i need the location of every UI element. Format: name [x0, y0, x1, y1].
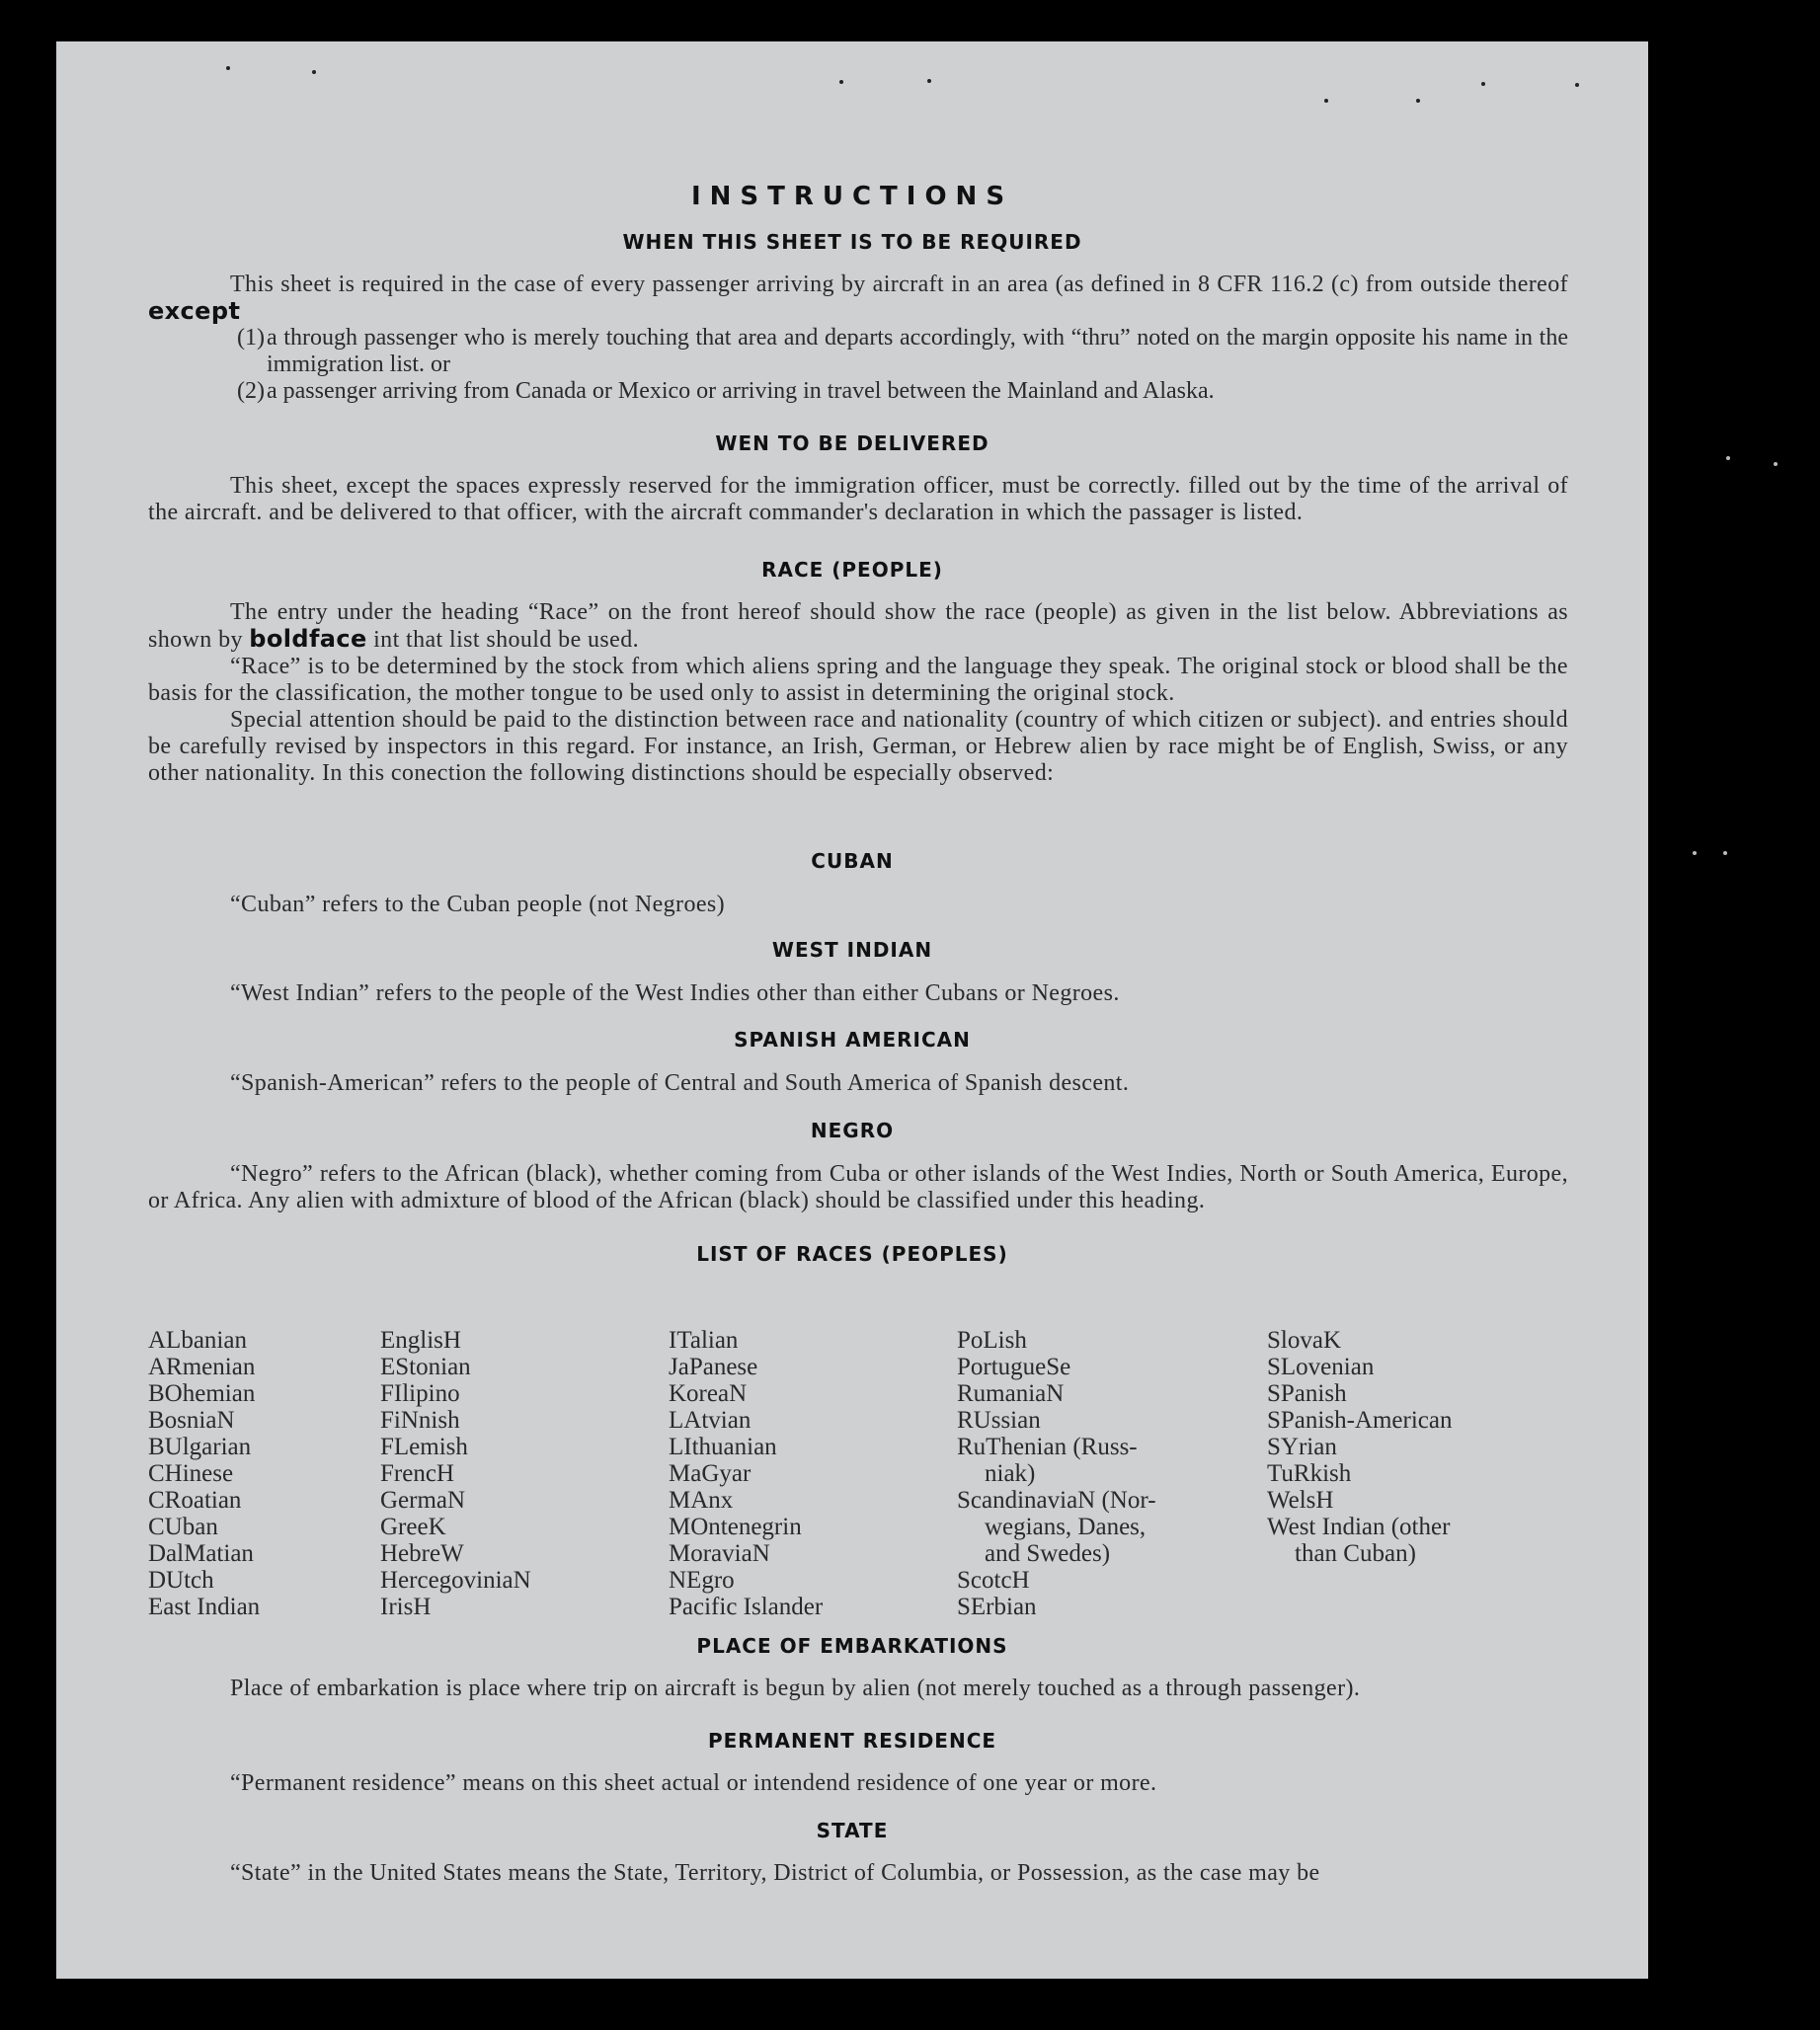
race-entry: RuThenian (Russ- [957, 1434, 1138, 1460]
heading-embarkation: PLACE OF EMBARKATIONS [696, 1634, 1008, 1658]
page-title: INSTRUCTIONS [690, 182, 1014, 211]
required-intro-bold: except [148, 297, 241, 325]
race-entry: CHinese [148, 1460, 234, 1487]
delivered-text: This sheet, except the spaces expressly reserved for the immigration officer, must be correctly. filled out by the time of the arrival of the aircraft. and be delivered to that officer, with the aircraft commander's declaration in which the passager is listed. [148, 473, 1568, 525]
races-column-5 [1267, 1327, 1452, 1567]
race-entry: East Indian [148, 1594, 261, 1620]
margin-speck [1723, 851, 1727, 855]
race-p2: “Race” is to be determined by the stock from which aliens spring and the language they speak. The original stock or blood shall be the basis for the classification, the mother tongue to be used only to assist in determining the original stock. [148, 654, 1568, 706]
ink-speck [226, 66, 230, 70]
race-entry: HebreW [380, 1540, 464, 1567]
residence-text: “Permanent residence” means on this sheet actual or intendend residence of one year or more. [230, 1770, 1157, 1796]
race-entry: RUssian [957, 1407, 1041, 1434]
race-entry: SPanish [1267, 1380, 1347, 1407]
race-entry: FIlipino [380, 1380, 460, 1407]
race-entry: EnglisH [380, 1327, 461, 1354]
margin-speck [1693, 851, 1697, 855]
race-p1-tail: int that list should be used. [366, 627, 640, 653]
heading-permanent-residence: PERMANENT RESIDENCE [707, 1729, 997, 1753]
race-entry: NEgro [669, 1567, 735, 1594]
margin-speck [1726, 456, 1730, 460]
heading-when-delivered: WEN TO BE DELIVERED [715, 431, 989, 455]
race-entry: SErbian [957, 1594, 1037, 1620]
race-entry: than Cuban) [1295, 1540, 1416, 1567]
spanish-american-paragraph [148, 1070, 1568, 1097]
race-entry: GermaN [380, 1487, 466, 1514]
cuban-text: “Cuban” refers to the Cuban people (not Negroes) [230, 892, 726, 917]
required-intro [148, 272, 1568, 326]
embarkation-text: Place of embarkation is place where trip on aircraft is begun by alien (not merely touched as a through passenger). [230, 1676, 1361, 1701]
ink-speck [312, 70, 316, 74]
embarkation-paragraph [148, 1676, 1568, 1702]
required-intro-text: This sheet is required in the case of every passenger arriving by aircraft in an area (as defined in 8 CFR 116.2 (c) from outside thereof [230, 272, 1568, 297]
race-entry: wegians, Danes, [985, 1514, 1147, 1540]
heading-cuban: CUBAN [811, 849, 894, 873]
race-entry: IrisH [380, 1594, 432, 1620]
race-entry: BUlgarian [148, 1434, 252, 1460]
race-entry: ARmenian [148, 1354, 256, 1380]
races-column-2 [380, 1327, 531, 1620]
race-entry: SPanish-American [1267, 1407, 1453, 1434]
ink-speck [1324, 99, 1328, 103]
race-entry: BosniaN [148, 1407, 235, 1434]
race-p1-bold: boldface [249, 625, 367, 653]
race-entry: BOhemian [148, 1380, 256, 1407]
race-entry: JaPanese [669, 1354, 758, 1380]
race-entry: FLemish [380, 1434, 468, 1460]
negro-paragraph [148, 1161, 1568, 1214]
race-entry: MOntenegrin [669, 1514, 802, 1540]
heading-when-required: WHEN THIS SHEET IS TO BE REQUIRED [622, 230, 1082, 254]
race-entry: SYrian [1267, 1434, 1337, 1460]
item1-number: (1) [237, 325, 265, 351]
race-entry: MaGyar [669, 1460, 752, 1487]
race-entry: Pacific Islander [669, 1594, 824, 1620]
heading-west-indian: WEST INDIAN [771, 938, 933, 962]
residence-paragraph [148, 1770, 1568, 1797]
state-text: “State” in the United States means the State, Territory, District of Columbia, or Possession, as the case may be [230, 1860, 1320, 1886]
race-entry: HercegoviniaN [380, 1567, 531, 1594]
races-column-1 [148, 1327, 260, 1620]
race-entry: WelsH [1267, 1487, 1334, 1514]
race-entry: MAnx [669, 1487, 734, 1514]
heading-negro: NEGRO [810, 1119, 895, 1142]
race-entry: CUban [148, 1514, 218, 1540]
race-entry: ScotcH [957, 1567, 1030, 1594]
race-entry: GreeK [380, 1514, 446, 1540]
west-indian-text: “West Indian” refers to the people of the West Indies other than either Cubans or Negroes. [230, 980, 1120, 1006]
spanish-american-text: “Spanish-American” refers to the people of Central and South America of Spanish descent. [230, 1070, 1130, 1096]
race-paragraphs [148, 599, 1568, 787]
negro-text: “Negro” refers to the African (black), whether coming from Cuba or other islands of the West Indies, North or South America, Europe, or Africa. Any alien with admixture of blood of the African (black) should be classified under this heading. [148, 1161, 1568, 1213]
race-p3: Special attention should be paid to the distinction between race and nationality (country of which citizen or subject). and entries should be carefully revised by inspectors in this regard. For instance, an Irish, German, or Hebrew alien by race might be of English, Swiss, or any other nationality. In this conection the following distinctions should be especially observed: [148, 707, 1568, 786]
race-entry: LAtvian [669, 1407, 752, 1434]
race-entry: LIthuanian [669, 1434, 777, 1460]
ink-speck [839, 80, 843, 84]
race-entry: TuRkish [1267, 1460, 1352, 1487]
race-entry: DUtch [148, 1567, 214, 1594]
heading-state: STATE [816, 1819, 889, 1842]
race-entry: and Swedes) [985, 1540, 1111, 1567]
race-entry: MoraviaN [669, 1540, 770, 1567]
heading-race: RACE (PEOPLE) [761, 558, 943, 582]
state-paragraph [148, 1860, 1568, 1887]
west-indian-paragraph [148, 980, 1568, 1007]
race-entry: ALbanian [148, 1327, 247, 1354]
race-entry: FrencH [380, 1460, 454, 1487]
race-entry: West Indian (other [1267, 1514, 1451, 1540]
delivered-paragraph [148, 473, 1568, 526]
cuban-paragraph [148, 892, 1568, 918]
document-page [56, 41, 1648, 1979]
ink-speck [1481, 82, 1485, 86]
race-entry: CRoatian [148, 1487, 242, 1514]
race-entry: RumaniaN [957, 1380, 1065, 1407]
heading-list-of-races: LIST OF RACES (PEOPLES) [696, 1242, 1008, 1266]
ink-speck [1575, 83, 1579, 87]
race-entry: niak) [985, 1460, 1036, 1487]
race-entry: PoLish [957, 1327, 1027, 1354]
race-entry: ScandinaviaN (Nor- [957, 1487, 1156, 1514]
heading-spanish-american: SPANISH AMERICAN [734, 1028, 971, 1052]
race-entry: DalMatian [148, 1540, 254, 1567]
races-column-4 [957, 1327, 1156, 1620]
race-entry: EStonian [380, 1354, 471, 1380]
race-entry: PortugueSe [957, 1354, 1071, 1380]
race-entry: FiNnish [380, 1407, 460, 1434]
race-entry: KoreaN [669, 1380, 748, 1407]
race-p1 [148, 599, 1568, 654]
item1-text: a through passenger who is merely touching that area and departs accordingly, with “thru” noted on the margin opposite his name in the immigration list. or [267, 325, 1568, 377]
race-entry: SlovaK [1267, 1327, 1341, 1354]
ink-speck [1416, 99, 1420, 103]
margin-speck [1774, 462, 1778, 466]
race-entry: ITalian [669, 1327, 739, 1354]
race-p1-text: The entry under the heading “Race” on the front hereof should show the race (people) as given in the list below. Abbreviations as shown by [148, 599, 1568, 653]
race-entry: SLovenian [1267, 1354, 1375, 1380]
races-column-3 [669, 1327, 823, 1620]
ink-speck [927, 79, 931, 83]
item2-number: (2) [237, 378, 265, 404]
item2-text: a passenger arriving from Canada or Mexico or arriving in travel between the Mainland and Alaska. [267, 378, 1215, 404]
